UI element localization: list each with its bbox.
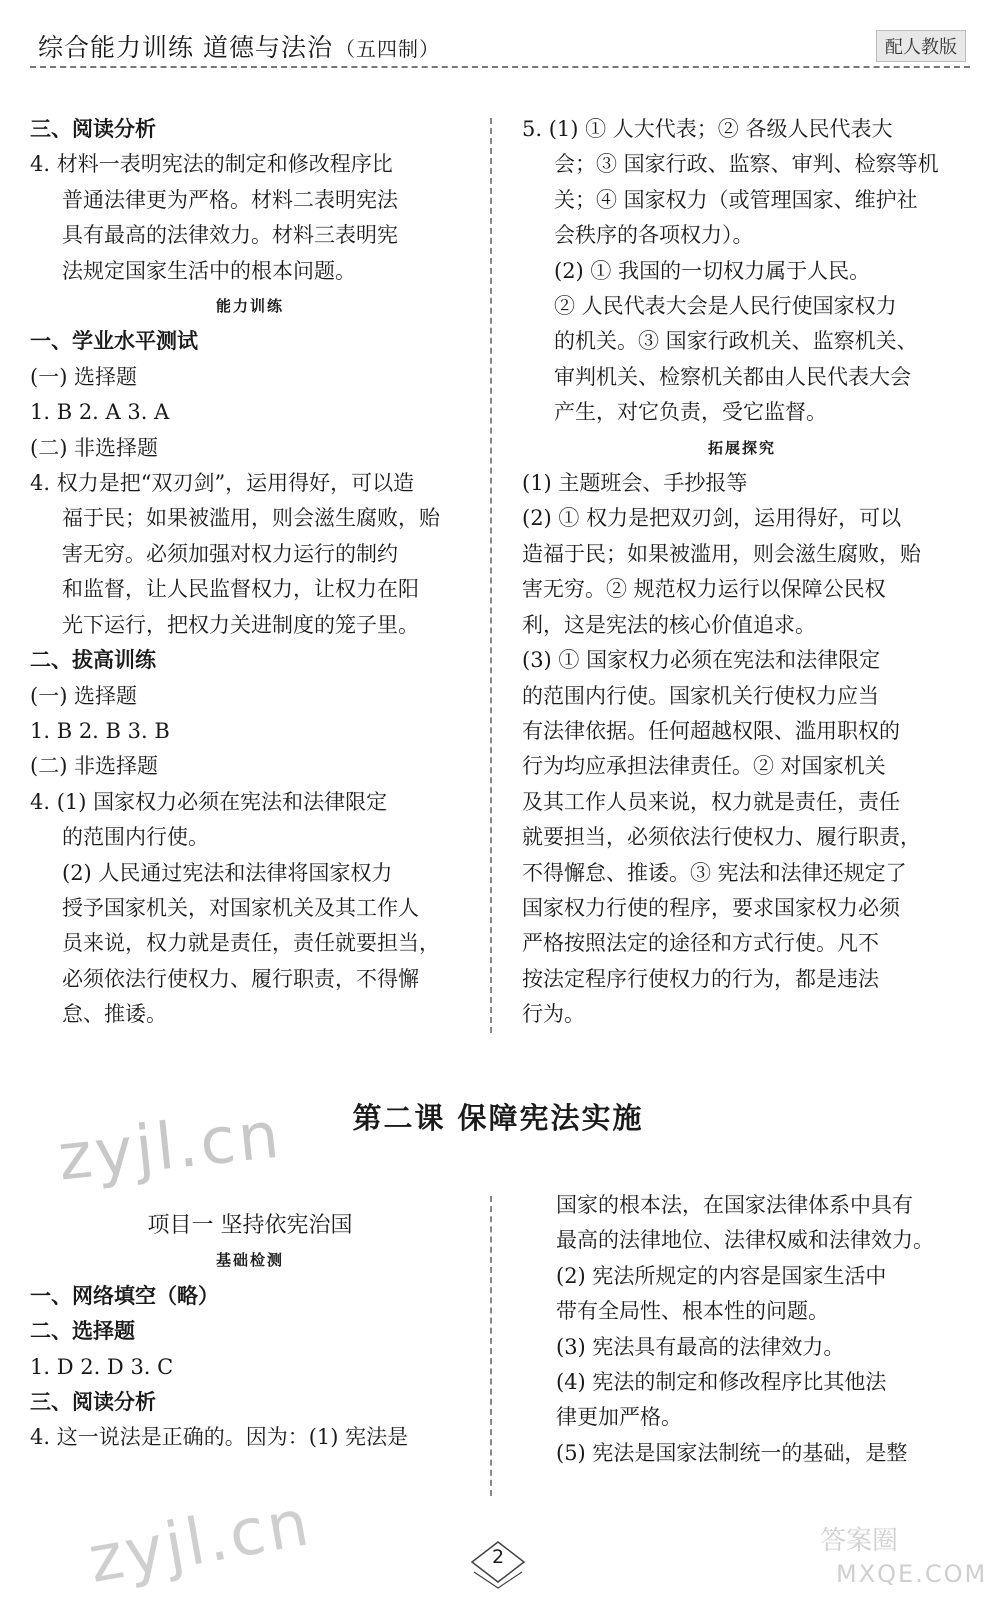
left-line: 和监督，让人民监督权力，让权力在阳 [62, 577, 419, 602]
left-line: (二) 非选择题 [30, 435, 159, 460]
right-line: 造福于民；如果被滥用，则会滋生腐败，贻 [522, 541, 921, 566]
left-line: 的范围内行使。 [62, 825, 209, 850]
right-line: 国家权力行使的程序，要求国家权力必须 [522, 895, 900, 920]
right-line: 及其工作人员来说，权力就是责任，责任 [522, 789, 900, 814]
page-number [468, 1540, 528, 1590]
left-line: (一) 选择题 [30, 364, 138, 389]
bottom-left-line: 三、阅读分析 [30, 1390, 156, 1415]
column-divider-bottom [490, 1196, 492, 1496]
right-line: 审判机关、检察机关都由人民代表大会 [554, 364, 911, 389]
left-line: 普通法律更为严格。材料二表明宪法 [62, 187, 398, 212]
bottom-left-line: 基础检测 [215, 1251, 284, 1270]
header-title [38, 28, 440, 64]
lesson-title: 第二课 保障宪法实施 [352, 1101, 644, 1135]
left-line: 4. (1) 国家权力必须在宪法和法律限定 [30, 789, 388, 814]
left-line: 害无穷。必须加强对权力运行的制约 [62, 541, 398, 566]
watermark-daanquan: 答案圈 [820, 1526, 899, 1556]
column-divider [490, 118, 492, 1033]
right-line: 按法定程序行使权力的行为，都是违法 [522, 966, 879, 991]
bottom-right-line: 律更加严格。 [556, 1405, 682, 1430]
left-line: 具有最高的法律效力。材料三表明宪 [62, 223, 398, 248]
right-line: 行为均应承担法律责任。② 对国家机关 [522, 754, 886, 779]
right-line: ② 人民代表大会是人民行使国家权力 [554, 294, 897, 319]
left-column [30, 112, 470, 1033]
watermark-zyjl: zyjl.cn [54, 1098, 286, 1196]
left-line: 员来说，权力就是责任，责任就要担当， [62, 931, 440, 956]
left-line: 二、拔高训练 [30, 648, 156, 673]
bottom-right-line: 国家的根本法，在国家法律体系中具有 [556, 1193, 913, 1217]
left-line: 怠、推诿。 [62, 1002, 167, 1027]
left-line: 4. 材料一表明宪法的制定和修改程序比 [30, 152, 393, 177]
left-line: 授予国家机关，对国家机关及其工作人 [62, 895, 419, 920]
bottom-right-line: 带有全局性、根本性的问题。 [556, 1299, 829, 1324]
right-line: 的机关。③ 国家行政机关、监察机关、 [554, 329, 918, 354]
bottom-left-line: 1. D 2. D 3. C [30, 1354, 174, 1379]
right-line: 利，这是宪法的核心价值追求。 [522, 612, 816, 637]
right-line: (2) ① 权力是把双刃剑，运用得好，可以 [522, 506, 902, 531]
right-line: (2) ① 我国的一切权力属于人民。 [554, 258, 871, 283]
bottom-left-line: 4. 这一说法是正确的。因为：(1) 宪法是 [30, 1425, 409, 1450]
bottom-left-column [30, 1208, 470, 1456]
bottom-right-line: (2) 宪法所规定的内容是国家生活中 [556, 1263, 887, 1288]
book-title: 综合能力训练 道德与法治 [38, 33, 333, 62]
right-line: 就要担当，必须依法行使权力、履行职责， [522, 825, 921, 850]
right-line: (3) ① 国家权力必须在宪法和法律限定 [522, 648, 881, 673]
right-line: 行为。 [522, 1002, 585, 1027]
right-line: 拓展探究 [707, 438, 776, 457]
left-line: 一、学业水平测试 [30, 329, 198, 354]
right-line: 有法律依据。任何超越权限、滥用职权的 [522, 718, 900, 743]
header-divider [30, 66, 970, 68]
right-line: 产生，对它负责，受它监督。 [554, 400, 827, 425]
left-line: 必须依法行使权力、履行职责，不得懈 [62, 966, 419, 991]
left-line: 1. B 2. A 3. A [30, 400, 170, 425]
bottom-left-line: 一、网络填空（略） [30, 1283, 219, 1308]
bottom-right-line: 最高的法律地位、法律权威和法律效力。 [556, 1228, 934, 1253]
left-line: 三、阅读分析 [30, 117, 156, 141]
right-line: 不得懈怠、推诿。③ 宪法和法律还规定了 [522, 860, 907, 885]
item-title: 项目一 坚持依宪治国 [147, 1213, 353, 1238]
left-line: (一) 选择题 [30, 683, 138, 708]
right-line: 关；④ 国家权力（或管理国家、维护社 [554, 187, 918, 212]
left-line: 4. 权力是把“双刃剑”，运用得好，可以造 [30, 471, 415, 496]
right-line: 会秩序的各项权力）。 [554, 223, 754, 248]
edition-badge: 配人教版 [876, 30, 966, 62]
page-number-text: 2 [491, 1546, 505, 1568]
bottom-right-line: (4) 宪法的制定和修改程序比其他法 [556, 1370, 887, 1395]
left-line: 光下运行，把权力关进制度的笼子里。 [62, 612, 419, 637]
left-line: 1. B 2. B 3. B [30, 718, 170, 743]
bottom-left-line: 二、选择题 [30, 1319, 135, 1344]
right-line: 严格按照法定的途径和方式行使。凡不 [522, 931, 879, 956]
bottom-left-lines [30, 1243, 470, 1455]
right-line: 害无穷。② 规范权力运行以保障公民权 [522, 577, 886, 602]
left-line: 福于民；如果被滥用，则会滋生腐败，贻 [62, 506, 440, 531]
left-line: 法规定国家生活中的根本问题。 [62, 258, 356, 283]
right-line: (1) 主题班会、手抄报等 [522, 471, 748, 496]
edition-label: （五四制） [334, 37, 440, 61]
watermark-mxqe: MXQE.COM [836, 1560, 988, 1588]
right-line: 5. (1) ① 人大代表；② 各级人民代表大 [522, 117, 893, 141]
left-line: (二) 非选择题 [30, 754, 159, 779]
right-line: 会；③ 国家行政、监察、审判、检察等机 [554, 152, 939, 177]
left-line: 能力训练 [215, 297, 284, 316]
right-line: 的范围内行使。国家机关行使权力应当 [522, 683, 879, 708]
bottom-right-line: (3) 宪法具有最高的法律效力。 [556, 1334, 845, 1359]
bottom-right-line: (5) 宪法是国家法制统一的基础，是整 [556, 1440, 908, 1465]
right-column [522, 112, 962, 1033]
left-line: (2) 人民通过宪法和法律将国家权力 [62, 860, 393, 885]
page-header [30, 24, 970, 64]
watermark-zyjl-bottom: zyjl.cn [83, 1486, 317, 1598]
bottom-right-column [556, 1188, 966, 1471]
